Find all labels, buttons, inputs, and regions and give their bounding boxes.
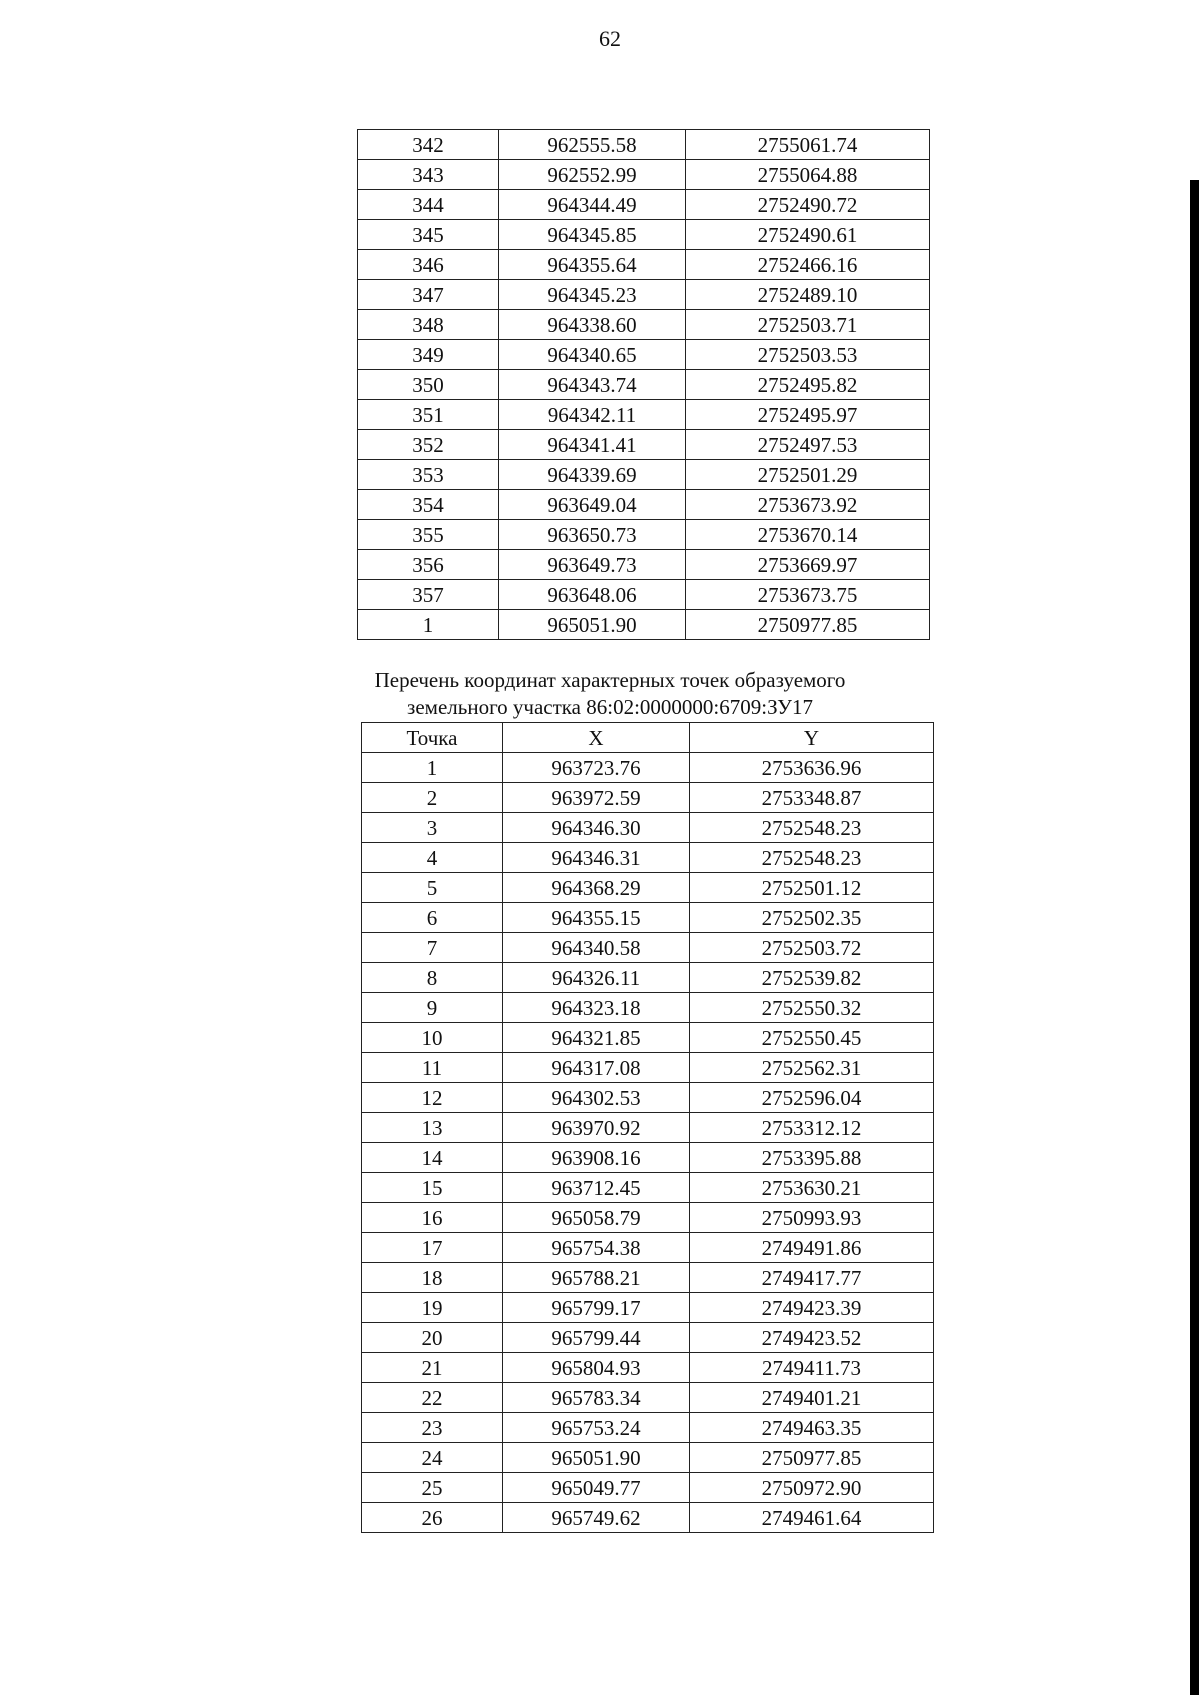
table-body	[358, 130, 930, 640]
cell-point: 20	[362, 1323, 503, 1353]
table-row	[358, 190, 930, 220]
cell-y: 2755061.74	[686, 130, 930, 160]
cell-x: 965754.38	[503, 1233, 690, 1263]
cell-y: 2752501.29	[686, 460, 930, 490]
table-row	[358, 340, 930, 370]
cell-x: 964345.85	[499, 220, 686, 250]
cell-y: 2753669.97	[686, 550, 930, 580]
table-row	[358, 550, 930, 580]
cell-x: 964346.31	[503, 843, 690, 873]
cell-y: 2753673.75	[686, 580, 930, 610]
cell-x: 964343.74	[499, 370, 686, 400]
table-row	[362, 1143, 934, 1173]
table-body	[362, 753, 934, 1533]
table-header-row	[362, 723, 934, 753]
table-row	[362, 1083, 934, 1113]
cell-x: 965749.62	[503, 1503, 690, 1533]
cell-x: 964340.65	[499, 340, 686, 370]
cell-point: 3	[362, 813, 503, 843]
caption-line-1: Перечень координат характерных точек образуемого	[374, 668, 846, 692]
cell-y: 2749463.35	[690, 1413, 934, 1443]
table-row	[362, 873, 934, 903]
cell-x: 965753.24	[503, 1413, 690, 1443]
cell-point: 5	[362, 873, 503, 903]
cell-x: 964338.60	[499, 310, 686, 340]
cell-point: 17	[362, 1233, 503, 1263]
cell-y: 2749491.86	[690, 1233, 934, 1263]
table-row	[358, 280, 930, 310]
table-row	[362, 1173, 934, 1203]
cell-x: 965051.90	[499, 610, 686, 640]
cell-y: 2752495.82	[686, 370, 930, 400]
cell-y: 2755064.88	[686, 160, 930, 190]
table-row	[358, 520, 930, 550]
cell-y: 2752501.12	[690, 873, 934, 903]
cell-y: 2749417.77	[690, 1263, 934, 1293]
cell-point: 6	[362, 903, 503, 933]
cell-x: 965799.17	[503, 1293, 690, 1323]
header-point: Точка	[362, 723, 503, 753]
table-row	[358, 460, 930, 490]
cell-point: 343	[358, 160, 499, 190]
cell-point: 23	[362, 1413, 503, 1443]
cell-y: 2750972.90	[690, 1473, 934, 1503]
cell-x: 965058.79	[503, 1203, 690, 1233]
cell-point: 1	[358, 610, 499, 640]
header-x: X	[503, 723, 690, 753]
cell-y: 2752596.04	[690, 1083, 934, 1113]
cell-point: 9	[362, 993, 503, 1023]
table-row	[362, 1053, 934, 1083]
cell-point: 342	[358, 130, 499, 160]
cell-y: 2752539.82	[690, 963, 934, 993]
table-row	[362, 963, 934, 993]
cell-point: 11	[362, 1053, 503, 1083]
cell-y: 2752495.97	[686, 400, 930, 430]
scan-border	[1190, 180, 1199, 1695]
cell-point: 25	[362, 1473, 503, 1503]
cell-x: 965783.34	[503, 1383, 690, 1413]
cell-point: 352	[358, 430, 499, 460]
cell-y: 2752503.53	[686, 340, 930, 370]
cell-x: 964355.64	[499, 250, 686, 280]
cell-point: 16	[362, 1203, 503, 1233]
cell-point: 10	[362, 1023, 503, 1053]
cell-y: 2752550.45	[690, 1023, 934, 1053]
cell-y: 2752502.35	[690, 903, 934, 933]
table-row	[362, 783, 934, 813]
cell-point: 345	[358, 220, 499, 250]
cell-point: 2	[362, 783, 503, 813]
table-row	[362, 813, 934, 843]
table-row	[362, 1203, 934, 1233]
cell-point: 355	[358, 520, 499, 550]
cell-x: 964323.18	[503, 993, 690, 1023]
page-number: 62	[599, 26, 621, 51]
cell-y: 2752503.71	[686, 310, 930, 340]
cell-y: 2753395.88	[690, 1143, 934, 1173]
table-row	[362, 1353, 934, 1383]
cell-point: 14	[362, 1143, 503, 1173]
cell-y: 2753673.92	[686, 490, 930, 520]
cell-x: 963972.59	[503, 783, 690, 813]
cell-point: 4	[362, 843, 503, 873]
cell-y: 2752490.72	[686, 190, 930, 220]
cell-x: 962552.99	[499, 160, 686, 190]
table-row	[358, 370, 930, 400]
table-row	[362, 933, 934, 963]
cell-x: 965051.90	[503, 1443, 690, 1473]
table-row	[358, 580, 930, 610]
table-row	[362, 1113, 934, 1143]
cell-y: 2752548.23	[690, 813, 934, 843]
table-row	[362, 903, 934, 933]
cell-x: 963648.06	[499, 580, 686, 610]
coordinates-table-zu17	[361, 722, 934, 1533]
cell-point: 18	[362, 1263, 503, 1293]
cell-point: 8	[362, 963, 503, 993]
cell-point: 346	[358, 250, 499, 280]
cell-x: 965049.77	[503, 1473, 690, 1503]
table-row	[358, 610, 930, 640]
cell-y: 2753630.21	[690, 1173, 934, 1203]
cell-y: 2752497.53	[686, 430, 930, 460]
cell-point: 349	[358, 340, 499, 370]
cell-x: 963650.73	[499, 520, 686, 550]
cell-point: 26	[362, 1503, 503, 1533]
cell-point: 351	[358, 400, 499, 430]
cell-x: 964345.23	[499, 280, 686, 310]
table-row	[358, 130, 930, 160]
cell-x: 963649.04	[499, 490, 686, 520]
table-row	[358, 220, 930, 250]
coordinates-table-continued	[357, 129, 930, 640]
header-y: Y	[690, 723, 934, 753]
cell-point: 1	[362, 753, 503, 783]
cell-point: 356	[358, 550, 499, 580]
cell-point: 353	[358, 460, 499, 490]
table-caption	[300, 667, 920, 721]
table-row	[362, 1323, 934, 1353]
cell-point: 15	[362, 1173, 503, 1203]
table-row	[362, 1233, 934, 1263]
cell-y: 2752489.10	[686, 280, 930, 310]
cell-point: 12	[362, 1083, 503, 1113]
cell-x: 964341.41	[499, 430, 686, 460]
table-row	[362, 1293, 934, 1323]
cell-x: 963723.76	[503, 753, 690, 783]
cell-x: 964302.53	[503, 1083, 690, 1113]
cell-y: 2750977.85	[690, 1443, 934, 1473]
table-row	[362, 753, 934, 783]
table-row	[358, 430, 930, 460]
cell-y: 2752548.23	[690, 843, 934, 873]
cell-point: 357	[358, 580, 499, 610]
cell-y: 2752550.32	[690, 993, 934, 1023]
cell-point: 7	[362, 933, 503, 963]
table-row	[362, 1473, 934, 1503]
cell-point: 348	[358, 310, 499, 340]
cell-y: 2749411.73	[690, 1353, 934, 1383]
caption-line-2: земельного участка 86:02:0000000:6709:ЗУ17	[407, 695, 813, 719]
cell-x: 963970.92	[503, 1113, 690, 1143]
cell-point: 354	[358, 490, 499, 520]
cell-point: 24	[362, 1443, 503, 1473]
cell-y: 2750993.93	[690, 1203, 934, 1233]
cell-y: 2753636.96	[690, 753, 934, 783]
cell-point: 344	[358, 190, 499, 220]
cell-x: 965804.93	[503, 1353, 690, 1383]
cell-y: 2749423.39	[690, 1293, 934, 1323]
cell-x: 962555.58	[499, 130, 686, 160]
cell-point: 19	[362, 1293, 503, 1323]
table-row	[362, 1443, 934, 1473]
table-row	[362, 1383, 934, 1413]
cell-x: 964368.29	[503, 873, 690, 903]
cell-x: 964321.85	[503, 1023, 690, 1053]
cell-y: 2753670.14	[686, 520, 930, 550]
cell-point: 13	[362, 1113, 503, 1143]
cell-x: 963908.16	[503, 1143, 690, 1173]
table-row	[358, 400, 930, 430]
cell-y: 2753348.87	[690, 783, 934, 813]
table-row	[362, 1023, 934, 1053]
cell-y: 2749401.21	[690, 1383, 934, 1413]
table-row	[362, 993, 934, 1023]
table-row	[362, 843, 934, 873]
cell-x: 964342.11	[499, 400, 686, 430]
cell-x: 965788.21	[503, 1263, 690, 1293]
cell-y: 2752490.61	[686, 220, 930, 250]
cell-point: 347	[358, 280, 499, 310]
table-row	[362, 1263, 934, 1293]
table-row	[358, 310, 930, 340]
cell-x: 964344.49	[499, 190, 686, 220]
cell-y: 2753312.12	[690, 1113, 934, 1143]
cell-x: 964340.58	[503, 933, 690, 963]
cell-point: 22	[362, 1383, 503, 1413]
cell-y: 2752503.72	[690, 933, 934, 963]
table-row	[358, 490, 930, 520]
cell-y: 2749461.64	[690, 1503, 934, 1533]
cell-point: 21	[362, 1353, 503, 1383]
table-row	[358, 250, 930, 280]
table-row	[362, 1503, 934, 1533]
cell-x: 963712.45	[503, 1173, 690, 1203]
cell-y: 2750977.85	[686, 610, 930, 640]
cell-x: 963649.73	[499, 550, 686, 580]
cell-y: 2752562.31	[690, 1053, 934, 1083]
cell-x: 965799.44	[503, 1323, 690, 1353]
table-row	[358, 160, 930, 190]
cell-x: 964339.69	[499, 460, 686, 490]
cell-point: 350	[358, 370, 499, 400]
table-row	[362, 1413, 934, 1443]
cell-x: 964317.08	[503, 1053, 690, 1083]
cell-y: 2752466.16	[686, 250, 930, 280]
cell-x: 964355.15	[503, 903, 690, 933]
cell-x: 964346.30	[503, 813, 690, 843]
cell-y: 2749423.52	[690, 1323, 934, 1353]
cell-x: 964326.11	[503, 963, 690, 993]
